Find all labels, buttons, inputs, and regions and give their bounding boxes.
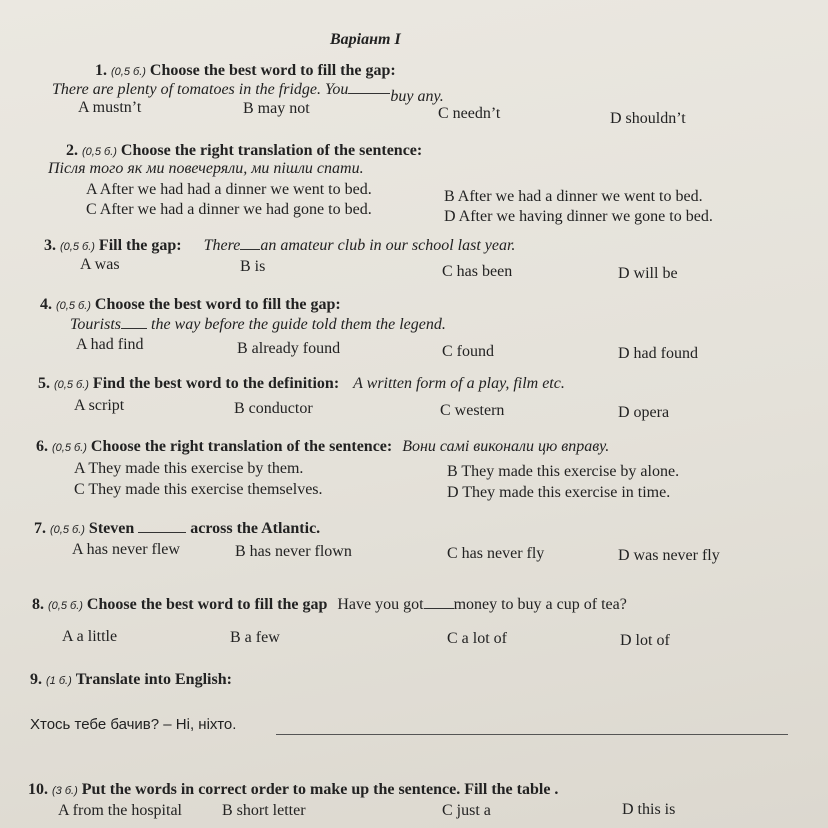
q6-prompt: Choose the right translation of the sentence: — [90, 438, 393, 455]
q9-answer-line[interactable] — [276, 734, 788, 735]
q8-gap — [424, 596, 454, 609]
q3-option-a[interactable]: A was — [80, 256, 120, 273]
q1-number: 1. — [95, 62, 107, 79]
q8-heading — [32, 596, 627, 615]
q4-heading — [40, 296, 341, 315]
q4-sentence-start: Tourists — [70, 316, 121, 333]
q7-prompt-start: Steven — [88, 520, 135, 537]
q2-option-d[interactable]: D After we having dinner we gone to bed. — [444, 208, 713, 225]
q8-sentence-end: money to buy a cup of tea? — [453, 596, 627, 613]
q8-option-b[interactable]: B a few — [230, 629, 280, 646]
q6-option-a[interactable]: A They made this exercise by them. — [74, 460, 304, 477]
q5-heading — [38, 375, 565, 394]
q1-prompt: Choose the best word to fill the gap: — [149, 62, 396, 79]
q1-gap — [348, 81, 390, 94]
q8-option-a[interactable]: A a little — [62, 628, 118, 645]
q1-sentence-end: buy any. — [390, 88, 444, 105]
q6-number: 6. — [36, 438, 48, 455]
q6-option-d[interactable]: D They made this exercise in time. — [447, 484, 671, 501]
q10-option-d[interactable]: D this is — [622, 801, 676, 818]
q2-prompt: Choose the right translation of the sentence: — [120, 142, 423, 159]
q8-option-d[interactable]: D lot of — [620, 632, 670, 649]
q5-option-c[interactable]: C western — [440, 402, 505, 419]
q4-number: 4. — [40, 296, 52, 313]
q7-points: (0,5 б.) — [50, 524, 85, 536]
q7-option-d[interactable]: D was never fly — [618, 547, 720, 564]
q7-heading — [34, 520, 320, 539]
q4-option-a[interactable]: A had find — [76, 336, 144, 353]
q2-sentence: Після того як ми повечеряли, ми пішли спати. — [48, 160, 364, 177]
q7-option-c[interactable]: C has never fly — [447, 545, 545, 562]
q4-option-d[interactable]: D had found — [618, 345, 698, 362]
q2-option-a[interactable]: A After we had had a dinner we went to bed. — [86, 181, 372, 198]
q3-gap — [240, 237, 260, 250]
q5-option-d[interactable]: D opera — [618, 404, 670, 421]
q2-option-c[interactable]: C After we had a dinner we had gone to bed. — [86, 201, 372, 218]
q7-option-b[interactable]: B has never flown — [235, 543, 352, 560]
q1-option-b[interactable]: B may not — [243, 100, 310, 117]
q1-sentence — [52, 81, 444, 105]
q1-option-d[interactable]: D shouldn’t — [610, 110, 686, 127]
q4-option-b[interactable]: B already found — [237, 340, 341, 357]
q6-option-c[interactable]: C They made this exercise themselves. — [74, 481, 323, 498]
q3-option-d[interactable]: D will be — [618, 265, 678, 282]
q6-points: (0,5 б.) — [52, 442, 87, 454]
q5-definition: A written form of a play, film etc. — [353, 375, 565, 392]
q3-prompt: Fill the gap: — [98, 237, 182, 254]
q3-sentence-end: an amateur club in our school last year. — [260, 237, 516, 254]
q9-sentence: Хтось тебе бачив? – Ні, ніхто. — [30, 716, 237, 733]
q7-prompt-end: across the Atlantic. — [190, 520, 321, 537]
q2-points: (0,5 б.) — [82, 146, 117, 158]
q10-number: 10. — [28, 781, 48, 798]
q5-option-b[interactable]: B conductor — [234, 400, 313, 417]
q9-prompt: Translate into English: — [75, 671, 232, 688]
q1-heading — [95, 62, 396, 81]
q3-points: (0,5 б.) — [60, 241, 95, 253]
q7-option-a[interactable]: A has never flew — [72, 541, 180, 558]
q8-prompt: Choose the best word to fill the gap — [86, 596, 328, 613]
q6-heading — [36, 438, 609, 457]
q4-prompt: Choose the best word to fill the gap: — [94, 296, 341, 313]
q10-points: (3 б.) — [52, 785, 78, 797]
q5-prompt: Find the best word to the definition: — [92, 375, 340, 392]
q10-heading — [28, 781, 558, 800]
q1-points: (0,5 б.) — [111, 66, 146, 78]
q8-points: (0,5 б.) — [48, 600, 83, 612]
q5-points: (0,5 б.) — [54, 379, 89, 391]
variant-title: Варіант І — [330, 31, 401, 48]
q7-gap — [138, 520, 186, 533]
q3-sentence-start: There — [203, 237, 241, 254]
q10-prompt: Put the words in correct order to make up the sentence. Fill the table . — [81, 781, 559, 798]
q9-heading — [30, 671, 232, 690]
q2-number: 2. — [66, 142, 78, 159]
q7-number: 7. — [34, 520, 46, 537]
q6-sentence: Вони самі виконали цю вправу. — [402, 438, 610, 455]
q2-heading — [66, 142, 422, 161]
q8-sentence-start: Have you got — [337, 596, 424, 613]
q1-sentence-start: There are plenty of tomatoes in the fridge. You — [52, 81, 349, 98]
q8-number: 8. — [32, 596, 44, 613]
q1-option-a[interactable]: A mustn’t — [78, 99, 142, 116]
q3-option-c[interactable]: C has been — [442, 263, 513, 280]
q4-sentence — [70, 316, 446, 334]
q10-option-a[interactable]: A from the hospital — [58, 802, 182, 819]
q5-option-a[interactable]: A script — [74, 397, 125, 414]
q10-option-b[interactable]: B short letter — [222, 802, 306, 819]
q4-sentence-end: the way before the guide told them the legend. — [151, 316, 446, 333]
q4-gap — [121, 316, 147, 329]
q3-option-b[interactable]: B is — [240, 258, 266, 275]
q9-points: (1 б.) — [46, 675, 72, 687]
q1-option-c[interactable]: C needn’t — [438, 105, 501, 122]
q5-number: 5. — [38, 375, 50, 392]
q6-option-b[interactable]: B They made this exercise by alone. — [447, 463, 680, 480]
q4-option-c[interactable]: C found — [442, 343, 494, 360]
q3-heading — [44, 237, 515, 256]
q9-number: 9. — [30, 671, 42, 688]
q2-option-b[interactable]: B After we had a dinner we went to bed. — [444, 188, 703, 205]
q10-option-c[interactable]: C just a — [442, 802, 491, 819]
q3-number: 3. — [44, 237, 56, 254]
q4-points: (0,5 б.) — [56, 300, 91, 312]
q8-option-c[interactable]: C a lot of — [447, 630, 507, 647]
